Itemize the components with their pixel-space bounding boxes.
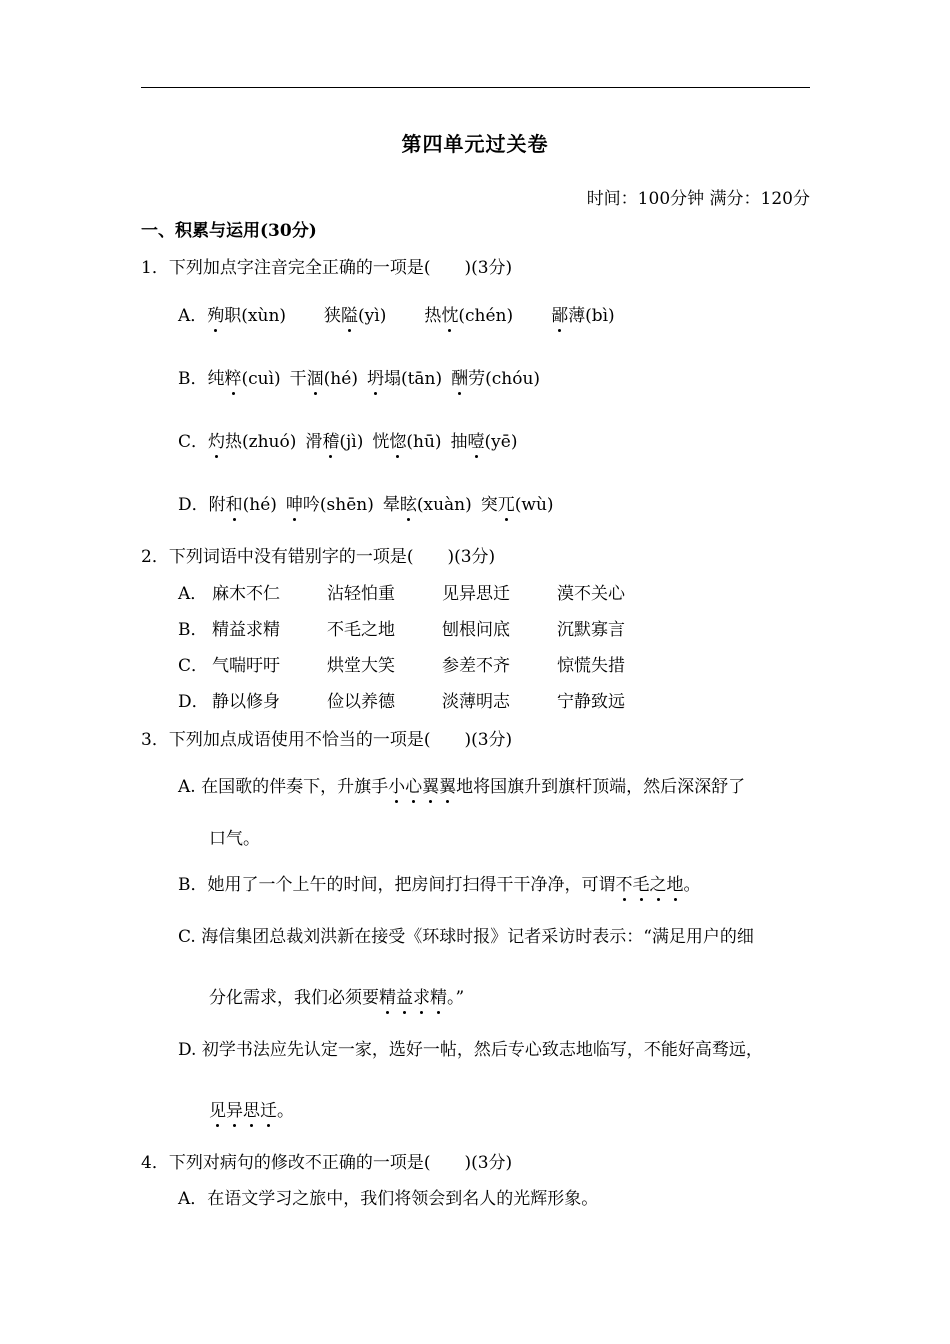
q1-option-b (178, 367, 540, 391)
option-word: 漠不关心 (557, 584, 625, 604)
option-text: (wù) (514, 495, 554, 515)
dotted-char: 小 (388, 777, 406, 797)
dotted-char: 和 (225, 495, 243, 515)
option-text: 恍 (372, 432, 390, 452)
question-3-stem: 3．下列加点成语使用不恰当的一项是( )(3分) (141, 730, 513, 750)
option-text: (cuì) (241, 369, 281, 389)
option-label: C． (178, 432, 209, 452)
dotted-char: 精 (430, 988, 447, 1008)
option-word: 烘堂大笑 (327, 656, 395, 676)
dotted-char: 不 (615, 875, 633, 895)
option-text: 干 (289, 369, 307, 389)
dotted-char: 地 (666, 875, 684, 895)
option-word: 惊慌失措 (557, 656, 625, 676)
q2-option-b (178, 618, 625, 642)
option-text: (hé) (242, 495, 277, 515)
q1-option-a (178, 304, 615, 328)
option-word: 刨根问底 (442, 620, 510, 640)
q3-option-a (178, 775, 745, 799)
q3-option-a-cont: 口气。 (209, 829, 260, 849)
q3-option-b (178, 873, 701, 897)
option-word: 见异思迁 (442, 584, 510, 604)
option-text: 劳(chóu) (468, 369, 541, 389)
option-word: 静以修身 (212, 692, 280, 712)
dotted-char: 坍 (366, 369, 384, 389)
dotted-char: 眩 (399, 495, 417, 515)
option-word: 参差不齐 (442, 656, 510, 676)
option-word: 淡薄明志 (442, 692, 510, 712)
option-text: 抽 (450, 432, 468, 452)
dotted-char: 粹 (224, 369, 242, 389)
option-text: 狭 (324, 306, 342, 326)
option-text: (yē) (484, 432, 518, 452)
option-label: D． (178, 495, 209, 515)
q3-option-d: D. 初学书法应先认定一家，选好一帖，然后专心致志地临写，不能好高骛远， (178, 1040, 763, 1060)
q2-option-c (178, 654, 625, 678)
q4-option-a: A．在语文学习之旅中，我们将领会到名人的光辉形象。 (178, 1189, 599, 1209)
option-text: 。 (277, 1101, 294, 1121)
option-text: 热 (424, 306, 442, 326)
option-word: 沉默寡言 (557, 620, 625, 640)
dotted-char: 思 (243, 1101, 260, 1121)
page-title: 第四单元过关卷 (401, 132, 549, 156)
q2-option-a (178, 582, 625, 606)
q2-option-d (178, 690, 625, 714)
option-label: B． (178, 369, 208, 389)
section-heading: 一、积累与运用(30分) (141, 221, 317, 241)
option-word: 宁静致远 (557, 692, 625, 712)
option-label: B． (178, 620, 208, 640)
option-text: 薄(bì) (568, 306, 615, 326)
dotted-char: 噎 (467, 432, 485, 452)
option-text: 塌(tān) (383, 369, 443, 389)
option-text: (hé) (323, 369, 358, 389)
dotted-char: 灼 (208, 432, 226, 452)
dotted-char: 隘 (341, 306, 359, 326)
dotted-char: 殉 (207, 306, 225, 326)
option-word: 气喘吁吁 (212, 656, 280, 676)
option-text: 晕 (382, 495, 400, 515)
dotted-char: 见 (209, 1101, 226, 1121)
option-text: 突 (480, 495, 498, 515)
option-text: A. 在国歌的伴奏下，升旗手 (178, 777, 389, 797)
exam-meta: 时间：100分钟 满分：120分 (586, 189, 810, 209)
dotted-char: 心 (405, 777, 423, 797)
dotted-char: 之 (649, 875, 667, 895)
option-text: 热(zhuó) (225, 432, 297, 452)
dotted-char: 翼 (422, 777, 440, 797)
q3-option-c-cont (209, 986, 464, 1010)
dotted-char: 异 (226, 1101, 243, 1121)
option-text: 分化需求，我们必须要 (209, 988, 379, 1008)
q3-option-d-cont (209, 1099, 294, 1123)
dotted-char: 兀 (497, 495, 515, 515)
option-text: 职(xùn) (224, 306, 287, 326)
option-word: 俭以养德 (327, 692, 395, 712)
dotted-char: 惚 (389, 432, 407, 452)
option-word: 不毛之地 (327, 620, 395, 640)
dotted-char: 毛 (632, 875, 650, 895)
option-text: (hū) (406, 432, 442, 452)
option-label: A． (178, 306, 208, 326)
option-label: D． (178, 692, 209, 712)
option-text: 纯 (207, 369, 225, 389)
option-text: 。” (447, 988, 465, 1008)
option-label: C． (178, 656, 209, 676)
option-text: (chén) (458, 306, 514, 326)
dotted-char: 鄙 (551, 306, 569, 326)
dotted-char: 求 (413, 988, 430, 1008)
option-text: 。 (683, 875, 701, 895)
dotted-char: 迁 (260, 1101, 277, 1121)
dotted-char: 酬 (451, 369, 469, 389)
option-word: 麻木不仁 (212, 584, 280, 604)
q1-option-c (178, 430, 517, 454)
dotted-char: 精 (379, 988, 396, 1008)
dotted-char: 稽 (322, 432, 340, 452)
option-text: 地将国旗升到旗杆顶端，然后深深舒了 (456, 777, 746, 797)
question-4-stem: 4．下列对病句的修改不正确的一项是( )(3分) (141, 1153, 513, 1173)
question-1-stem: 1．下列加点字注音完全正确的一项是( )(3分) (141, 258, 513, 278)
dotted-char: 益 (396, 988, 413, 1008)
q1-option-d (178, 493, 554, 517)
header-rule (141, 87, 810, 88)
q3-option-c: C. 海信集团总裁刘洪新在接受《环球时报》记者采访时表示：“满足用户的细 (178, 927, 754, 947)
question-2-stem: 2．下列词语中没有错别字的一项是( )(3分) (141, 547, 496, 567)
option-word: 沾轻怕重 (327, 584, 395, 604)
dotted-char: 涸 (306, 369, 324, 389)
option-text: B．她用了一个上午的时间，把房间打扫得干干净净，可谓 (178, 875, 616, 895)
option-text: (yì) (358, 306, 387, 326)
option-text: 吟(shēn) (302, 495, 374, 515)
dotted-char: 翼 (439, 777, 457, 797)
option-text: (jì) (339, 432, 364, 452)
option-text: 附 (208, 495, 226, 515)
option-text: 滑 (305, 432, 323, 452)
option-text: (xuàn) (416, 495, 472, 515)
dotted-char: 呻 (285, 495, 303, 515)
dotted-char: 忱 (441, 306, 459, 326)
option-word: 精益求精 (212, 620, 280, 640)
option-label: A． (178, 584, 208, 604)
